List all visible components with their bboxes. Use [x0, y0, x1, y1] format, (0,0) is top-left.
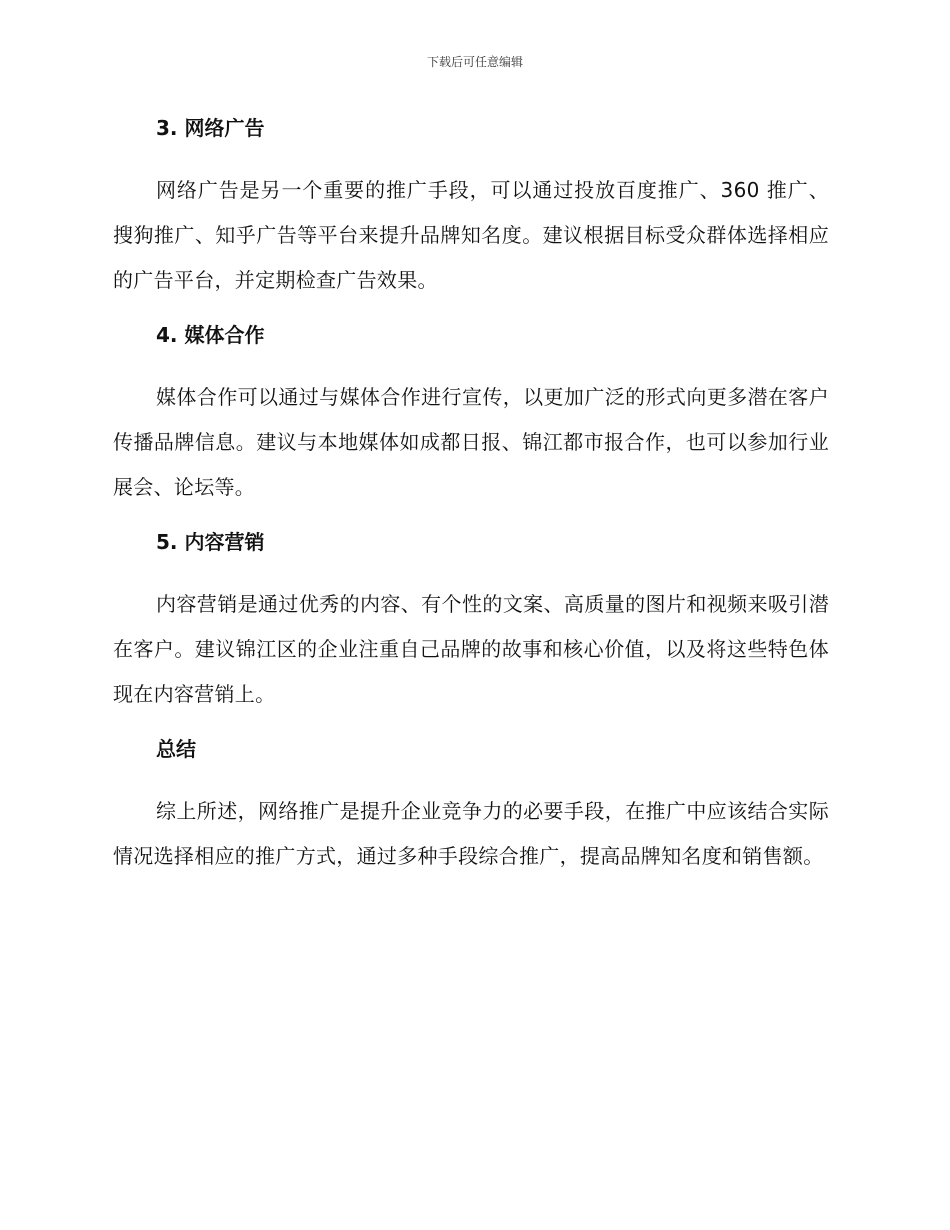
section-paragraph-content-marketing: 内容营销是通过优秀的内容、有个性的文案、高质量的图片和视频来吸引潜在客户。建议锦江区的企业注重自己品牌的故事和核心价值，以及将这些特色体现在内容营销上。: [113, 592, 829, 706]
section-heading-content-marketing: 5. 内容营销: [156, 530, 265, 554]
section-paragraph-summary: 综上所述，网络推广是提升企业竞争力的必要手段，在推广中应该结合实际情况选择相应的推广方式，通过多种手段综合推广，提高品牌知名度和销售额。: [113, 799, 829, 868]
header-note: 下载后可任意编辑: [426, 55, 523, 69]
section-paragraph-network-ads: 网络广告是另一个重要的推广手段，可以通过投放百度推广、360 推广、搜狗推广、知乎广告等平台来提升品牌知名度。建议根据目标受众群体选择相应的广告平台，并定期检查广告效果。: [113, 178, 829, 292]
section-paragraph-media-cooperation: 媒体合作可以通过与媒体合作进行宣传，以更加广泛的形式向更多潜在客户传播品牌信息。建议与本地媒体如成都日报、锦江都市报合作，也可以参加行业展会、论坛等。: [113, 385, 829, 499]
section-heading-summary: 总结: [156, 737, 196, 761]
section-heading-network-ads: 3. 网络广告: [156, 116, 265, 140]
document-body: [113, 112, 829, 879]
section-heading-media-cooperation: 4. 媒体合作: [156, 323, 265, 347]
